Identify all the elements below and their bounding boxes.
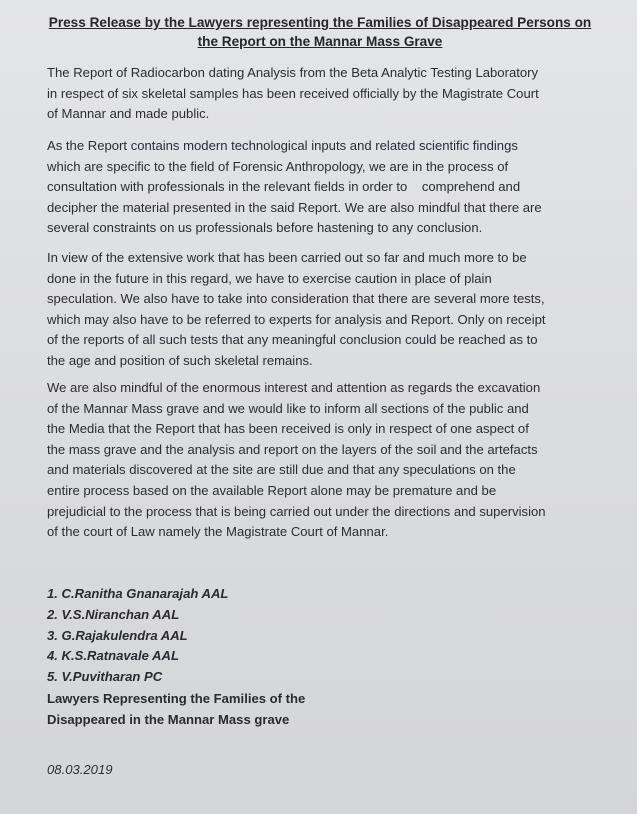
signatory-item: 4. K.S.Ratnavale AAL <box>47 648 179 664</box>
paragraph-2 <box>47 136 600 239</box>
text-line: of the court of Law namely the Magistrate Court of Mannar. <box>47 524 389 540</box>
text-line: and materials discovered at the site are still due and that any speculations on the <box>47 462 516 478</box>
text-line: of the Mannar Mass grave and we would like to inform all sections of the public and <box>47 400 529 416</box>
text-line: entire process based on the available Report alone may be premature and be <box>47 482 497 498</box>
text-line: decipher the material presented in the said Report. We are also mindful that there are <box>47 199 542 215</box>
text-line: As the Report contains modern technological inputs and related scientific findings <box>47 138 518 153</box>
text-line: which are specific to the field of Forensic Anthropology, we are in the process of <box>47 158 509 174</box>
signatory-item: 1. C.Ranitha Gnanarajah AAL <box>47 586 229 601</box>
document-date: 08.03.2019 <box>47 762 113 777</box>
signatory-list <box>47 584 447 688</box>
signatory-item: 3. G.Rajakulendra AAL <box>47 627 188 643</box>
representing-line: Disappeared in the Mannar Mass grave <box>47 712 290 727</box>
text-line: The Report of Radiocarbon dating Analysis from the Beta Analytic Testing Laboratory <box>47 65 539 80</box>
paragraph-1 <box>47 63 600 125</box>
signatory-item: 5. V.Puvitharan PC <box>47 669 163 685</box>
representing-line: Lawyers Representing the Families of the <box>47 691 306 706</box>
text-line: speculation. We also have to take into consideration that there are several more tests, <box>47 291 545 307</box>
text-line: the Media that the Report that has been received is only in respect of one aspect of <box>47 421 529 437</box>
title-line-2: the Report on the Mannar Mass Grave <box>197 34 443 49</box>
text-line: several constraints on us professionals before hastening to any conclusion. <box>47 220 483 236</box>
text-line: of the reports of all such tests that any meaningful conclusion could be reached as to <box>47 332 538 348</box>
paragraph-4 <box>47 378 600 543</box>
text-line: We are also mindful of the enormous interest and attention as regards the excavation <box>47 380 541 395</box>
text-line: of Mannar and made public. <box>47 106 210 122</box>
paragraph-3 <box>47 248 600 372</box>
text-line: done in the future in this regard, we have to exercise caution in place of plain <box>47 270 492 286</box>
text-line: prejudicial to the process that is being carried out under the directions and supervision <box>47 503 546 519</box>
text-line: in respect of six skeletal samples has been received officially by the Magistrate Court <box>47 85 539 101</box>
text-line: consultation with professionals in the relevant fields in order to comprehend and <box>47 179 521 195</box>
page-title <box>40 13 600 51</box>
title-line-1: Press Release by the Lawyers representing the Families of Disappeared Persons on <box>48 15 592 30</box>
representing-statement <box>47 688 447 730</box>
text-line: In view of the extensive work that has been carried out so far and much more to be <box>47 250 527 265</box>
text-line: the age and position of such skeletal remains. <box>47 352 313 368</box>
signatory-item: 2. V.S.Niranchan AAL <box>47 606 180 622</box>
text-line: which may also have to be referred to experts for analysis and Report. Only on receipt <box>47 311 546 327</box>
text-line: the mass grave and the analysis and report on the layers of the soil and the artefacts <box>47 441 538 457</box>
